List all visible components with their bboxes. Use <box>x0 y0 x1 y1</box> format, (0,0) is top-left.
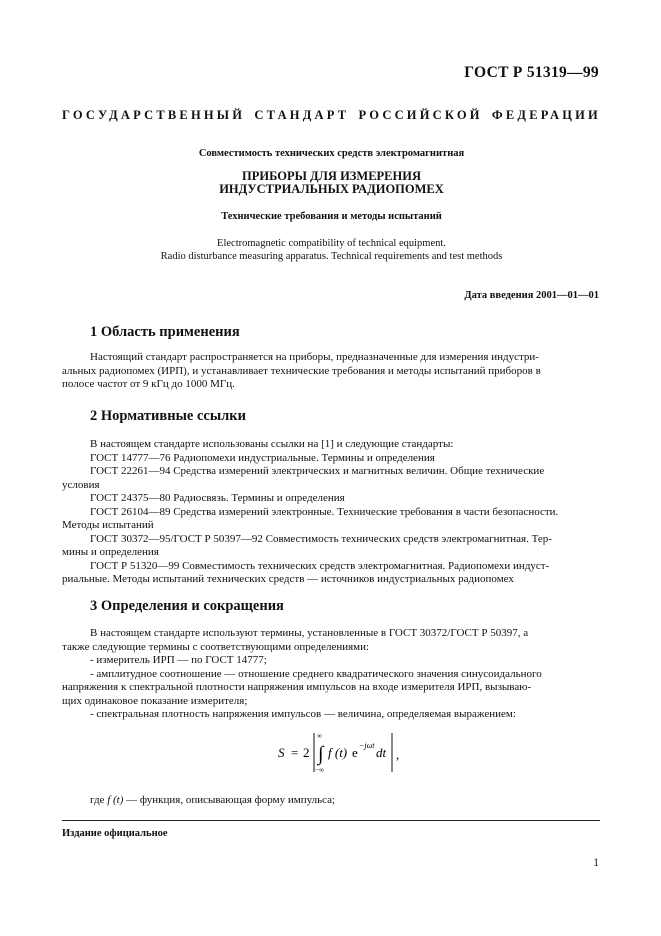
formula-upper-limit: ∞ <box>317 732 322 740</box>
reference-line: мины и определения <box>62 546 159 558</box>
where-prefix: где <box>90 794 105 806</box>
main-title-line: ИНДУСТРИАЛЬНЫХ РАДИОПОМЕХ <box>219 182 444 196</box>
definition-line: - спектральная плотность напряжения импульсов — величина, определяемая выражением: <box>90 708 516 720</box>
text-line: Настоящий стандарт распространяется на приборы, предназначенные для измерения индустри- <box>90 351 539 363</box>
text-line: также следующие термины с соответствующими определениями: <box>62 640 370 653</box>
subtitle: Технические требования и методы испытаний <box>221 211 442 222</box>
formula-lower-limit: −∞ <box>315 766 324 774</box>
standard-title-word: РОССИЙСКОЙ <box>358 108 483 122</box>
definition-line: - амплитудное соотношение — отношение среднего квадратического значения синусоидального <box>90 667 542 680</box>
section-2-body <box>62 438 599 587</box>
reference-line: ГОСТ Р 51320—99 Совместимость технических средств электромагнитная. Радиопомехи индуст- <box>90 559 550 572</box>
formula-exp-power: −jωt <box>359 741 375 750</box>
page-number: 1 <box>593 857 599 869</box>
standard-title <box>62 108 601 123</box>
formula-integral-sign: ∫ <box>318 743 324 765</box>
introduction-date: Дата введения 2001—01—01 <box>464 290 599 301</box>
main-title <box>62 170 601 196</box>
section-2-heading: 2 Нормативные ссылки <box>90 408 246 424</box>
text-line: В настоящем стандарте использованы ссылки на [1] и следующие стандарты: <box>90 438 454 450</box>
formula-exp-base: e <box>352 745 358 760</box>
section-3-body <box>62 627 599 722</box>
text-line: полосе частот от 9 кГц до 1000 МГц. <box>62 378 235 390</box>
english-title-line: Radio disturbance measuring apparatus. Technical requirements and test methods <box>160 251 503 262</box>
reference-line: Методы испытаний <box>62 519 154 531</box>
section-1-body <box>62 351 599 392</box>
where-description: — функция, описывающая форму импульса; <box>126 794 336 806</box>
section-1-heading: 1 Область применения <box>90 324 240 340</box>
formula-function: f (t) <box>328 745 348 760</box>
reference-line: ГОСТ 22261—94 Средства измерений электрических и магнитных величин. Общие технические <box>90 465 545 477</box>
formula-equals: = <box>291 745 299 760</box>
reference-line: ГОСТ 14777—76 Радиопомехи индустриальные. Термины и определения <box>90 451 435 464</box>
main-title-line: ПРИБОРЫ ДЛЯ ИЗМЕРЕНИЯ <box>242 169 421 183</box>
subject-line: Совместимость технических средств электромагнитная <box>198 148 465 159</box>
standard-title-word: ГОСУДАРСТВЕННЫЙ <box>62 108 246 122</box>
formula-dt: dt <box>376 745 387 760</box>
footer-divider <box>62 820 600 821</box>
where-text <box>62 794 599 808</box>
edition-label: Издание официальное <box>62 828 168 839</box>
reference-line: ГОСТ 24375—80 Радиосвязь. Термины и определения <box>90 492 345 504</box>
definition-line: напряжения к спектральной плотности напряжения импульсов на входе измерителя ИРП, вызываю- <box>62 681 532 693</box>
reference-line: риальные. Методы испытаний технических средств — источников индустриальных радиопомех <box>62 573 514 585</box>
reference-line: ГОСТ 26104—89 Средства измерений электронные. Технические требования в части безопасности. <box>90 505 559 518</box>
reference-line: условия <box>62 478 100 491</box>
formula-trailing-comma: , <box>396 747 400 762</box>
formula-lhs: S <box>278 745 285 760</box>
formula-coefficient: 2 <box>303 745 310 760</box>
english-title-line: Electromagnetic compatibility of technical equipment. <box>217 238 446 249</box>
text-line: В настоящем стандарте используют термины, установленные в ГОСТ 30372/ГОСТ Р 50397, а <box>90 627 529 639</box>
text-line: альных радиопомех (ИРП), и устанавливает технические требования и методы испытаний приборов в <box>62 364 541 377</box>
standard-title-word: СТАНДАРТ <box>254 108 350 122</box>
section-3-heading: 3 Определения и сокращения <box>90 598 284 614</box>
definition-line: щих одинаковое показание измерителя; <box>62 694 248 707</box>
definition-line: - измеритель ИРП — по ГОСТ 14777; <box>90 654 267 666</box>
english-title <box>62 237 601 263</box>
spectral-density-formula <box>276 728 406 776</box>
standard-title-word: ФЕДЕРАЦИИ <box>491 108 601 122</box>
reference-line: ГОСТ 30372—95/ГОСТ Р 50397—92 Совместимость технических средств электромагнитная. Тер- <box>90 532 552 545</box>
where-line <box>62 794 599 808</box>
document-code: ГОСТ Р 51319—99 <box>464 64 599 81</box>
where-function: f (t) <box>107 794 124 806</box>
